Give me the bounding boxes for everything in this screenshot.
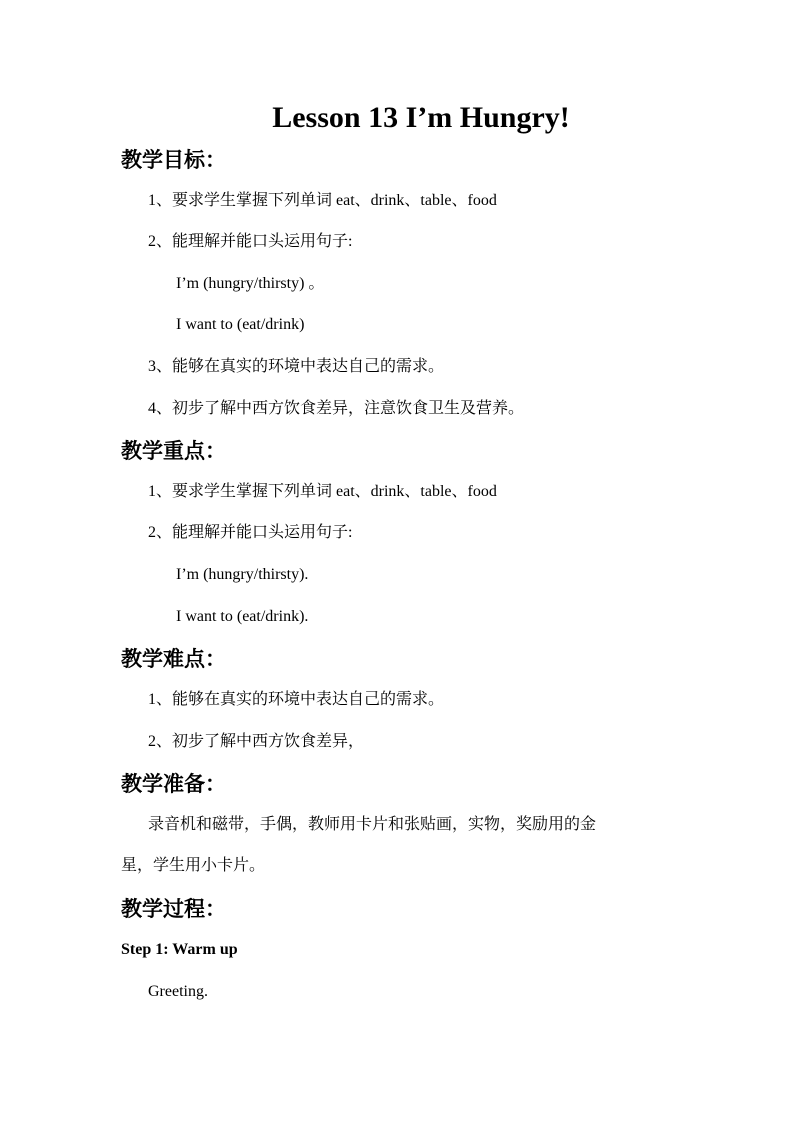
key-points-heading: 教学重点： — [121, 439, 226, 463]
objective-item: 4、初步了解中西方饮食差异，注意饮食卫生及营养。 — [148, 400, 525, 417]
objective-item: 1、要求学生掌握下列单词 eat、drink、table、food — [148, 192, 497, 209]
key-point-example: I’m (hungry/thirsty). — [176, 566, 309, 583]
process-heading: 教学过程： — [121, 897, 226, 921]
preparation-text: 星，学生用小卡片。 — [121, 857, 266, 874]
step-text: Greeting. — [148, 983, 208, 1000]
objective-example: I’m (hungry/thirsty) 。 — [176, 275, 325, 292]
difficulties-heading: 教学难点： — [121, 647, 226, 671]
preparation-text: 录音机和磁带，手偶，教师用卡片和张贴画，实物，奖励用的金 — [148, 816, 597, 833]
key-point-item: 2、能理解并能口头运用句子: — [148, 524, 353, 541]
difficulty-item: 2、初步了解中西方饮食差异， — [148, 733, 365, 750]
objective-example: I want to (eat/drink) — [176, 316, 305, 333]
lesson-title: Lesson 13 I’m Hungry! — [272, 101, 570, 134]
key-point-item: 1、要求学生掌握下列单词 eat、drink、table、food — [148, 483, 497, 500]
difficulty-item: 1、能够在真实的环境中表达自己的需求。 — [148, 691, 445, 708]
objective-item: 2、能理解并能口头运用句子: — [148, 233, 353, 250]
key-point-example: I want to (eat/drink). — [176, 608, 309, 625]
preparation-heading: 教学准备： — [121, 772, 226, 796]
objectives-heading: 教学目标： — [121, 148, 226, 172]
step-title: Step 1: Warm up — [121, 941, 238, 958]
objective-item: 3、能够在真实的环境中表达自己的需求。 — [148, 358, 445, 375]
